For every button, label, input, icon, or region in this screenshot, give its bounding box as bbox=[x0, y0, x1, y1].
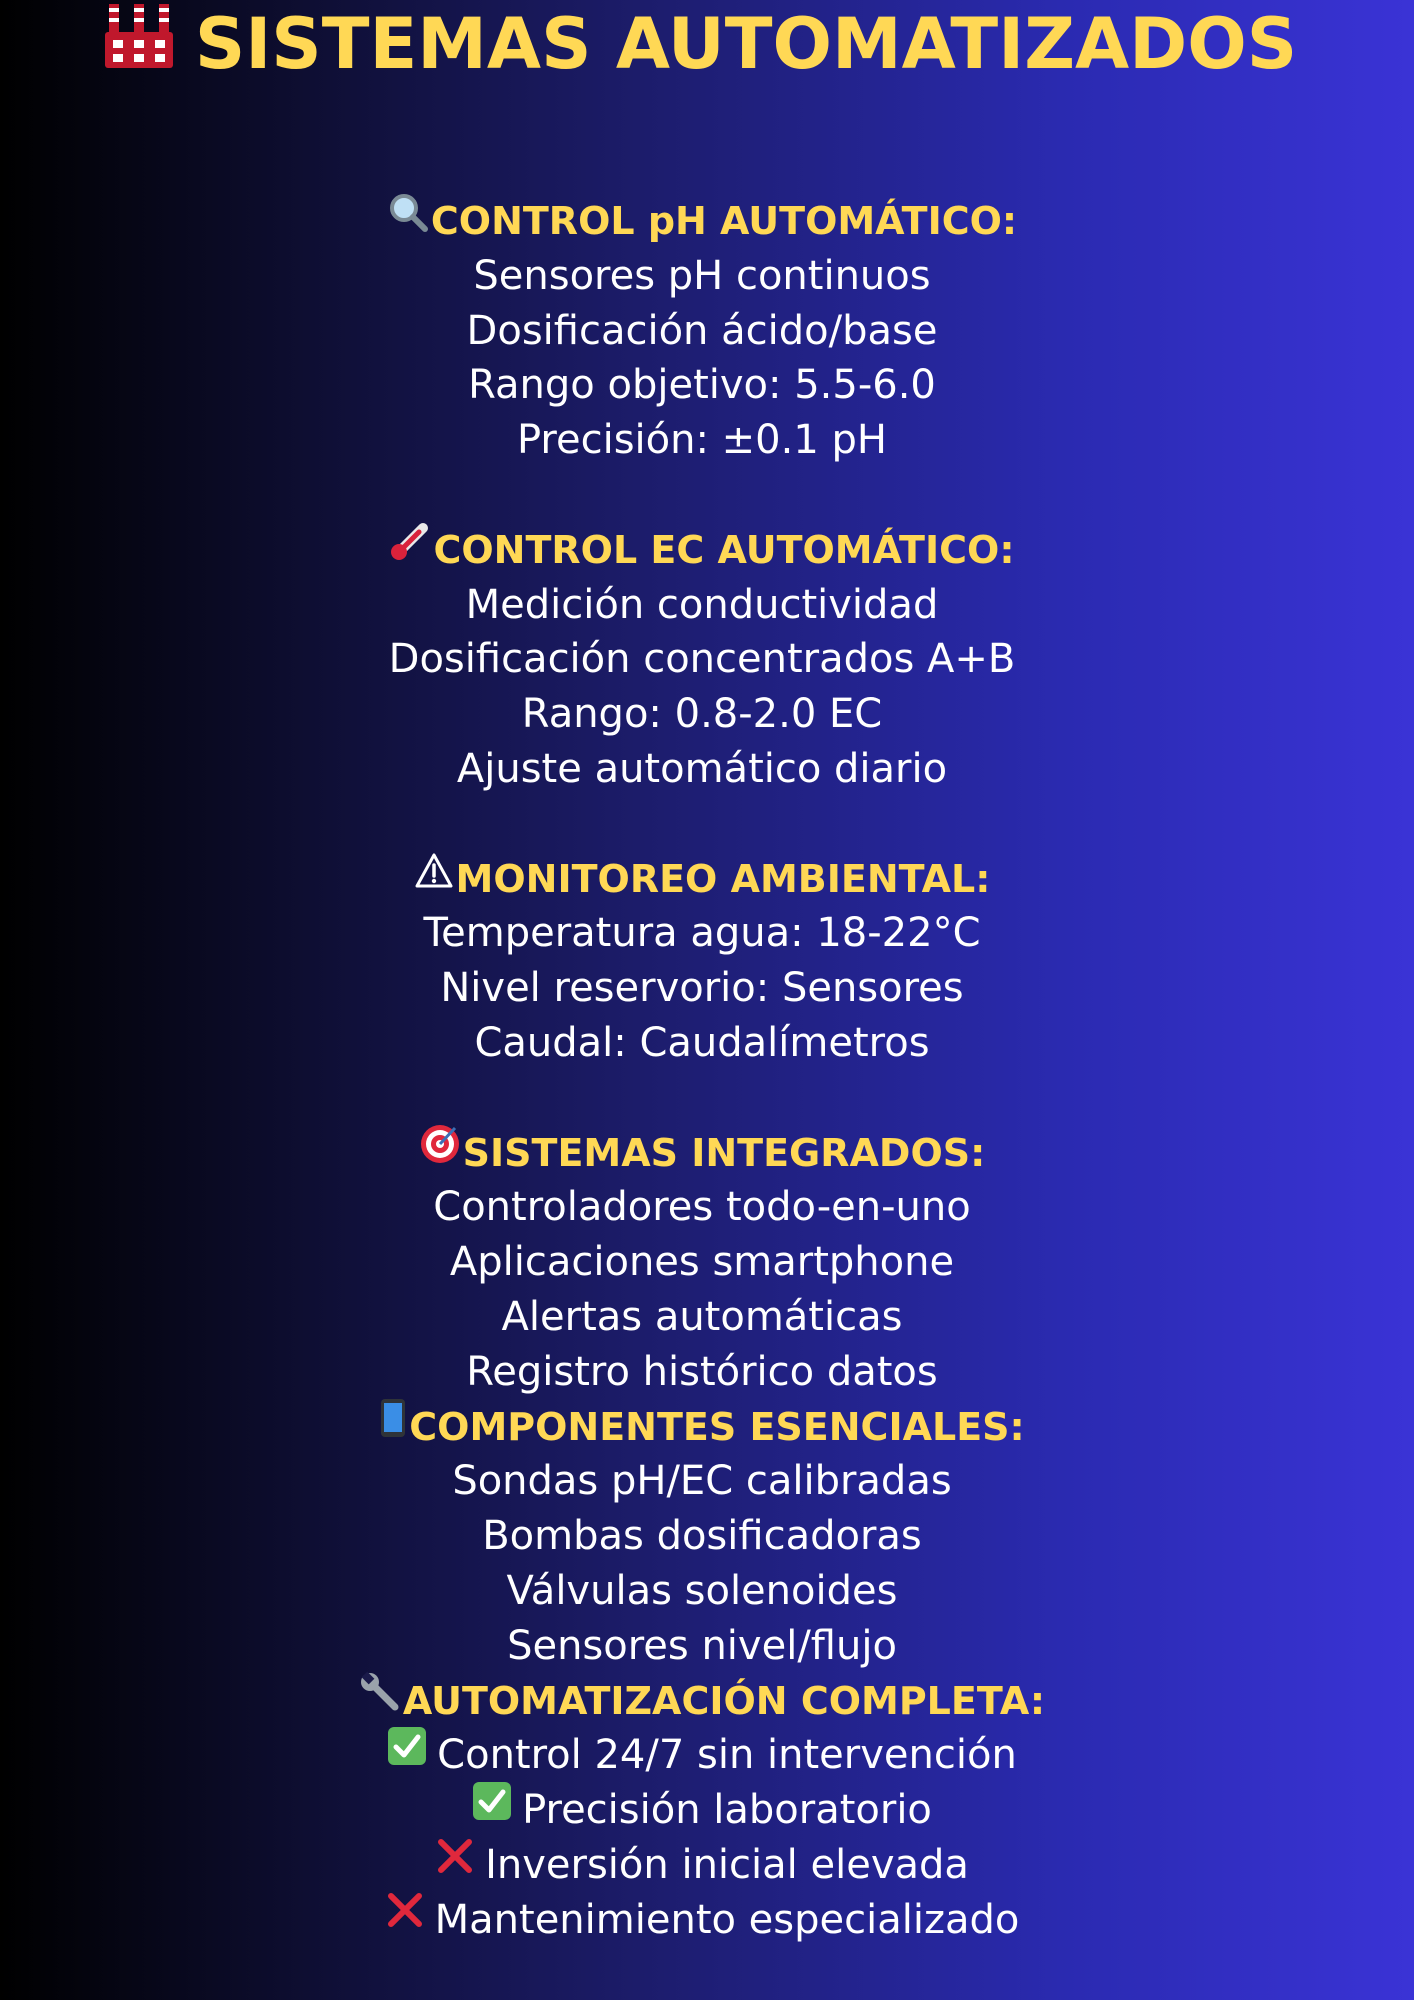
list-item: Aplicaciones smartphone bbox=[449, 1239, 955, 1286]
list-item: Sondas pH/EC calibradas bbox=[452, 1458, 952, 1505]
section-heading-text: MONITOREO AMBIENTAL: bbox=[455, 856, 991, 901]
section-heading-text: AUTOMATIZACIÓN COMPLETA: bbox=[402, 1678, 1046, 1723]
thermometer-icon bbox=[389, 520, 431, 577]
section-heading bbox=[0, 1400, 1404, 1455]
check-icon bbox=[472, 1781, 512, 1836]
magnifier-icon bbox=[387, 191, 429, 248]
cross-icon bbox=[435, 1836, 475, 1891]
target-icon bbox=[419, 1123, 461, 1180]
list-item: Nivel reservorio: Sensores bbox=[440, 965, 964, 1012]
list-item: Dosificación concentrados A+B bbox=[388, 636, 1016, 683]
list-item: Precisión: ±0.1 pH bbox=[517, 417, 887, 464]
warning-icon bbox=[414, 850, 454, 905]
list-item: Alertas automáticas bbox=[501, 1293, 903, 1340]
list-item-text: Control 24/7 sin intervención bbox=[437, 1732, 1017, 1779]
section-spacer bbox=[0, 1071, 1404, 1126]
list-item-text: Precisión laboratorio bbox=[522, 1787, 932, 1834]
list-item-text: Inversión inicial elevada bbox=[485, 1841, 969, 1888]
list-item: Rango: 0.8-2.0 EC bbox=[521, 691, 883, 738]
section-heading bbox=[0, 852, 1404, 907]
check-icon bbox=[387, 1726, 427, 1781]
page-title bbox=[0, 2, 1400, 94]
list-item: Válvulas solenoides bbox=[506, 1567, 898, 1614]
wrench-icon bbox=[359, 1671, 401, 1728]
section-heading bbox=[0, 194, 1404, 249]
list-item: Registro histórico datos bbox=[466, 1348, 938, 1395]
section-spacer bbox=[0, 468, 1404, 523]
list-item: Dosificación ácido/base bbox=[466, 307, 938, 354]
section-spacer bbox=[0, 797, 1404, 852]
section-heading-text: CONTROL pH AUTOMÁTICO: bbox=[430, 199, 1018, 243]
factory-icon bbox=[103, 0, 175, 88]
smartphone-icon bbox=[379, 1397, 407, 1454]
section-heading bbox=[0, 523, 1404, 578]
list-item bbox=[0, 1838, 1404, 1893]
section-heading-text: SISTEMAS INTEGRADOS: bbox=[462, 1130, 986, 1175]
list-item: Rango objetivo: 5.5-6.0 bbox=[468, 362, 936, 409]
section-heading-text: CONTROL EC AUTOMÁTICO: bbox=[433, 527, 1015, 572]
list-item: Sensores pH continuos bbox=[473, 252, 931, 299]
list-item: Ajuste automático diario bbox=[456, 745, 948, 792]
list-item bbox=[0, 1728, 1404, 1783]
section-heading bbox=[0, 1674, 1404, 1729]
section-heading-text: COMPONENTES ESENCIALES: bbox=[409, 1404, 1025, 1449]
list-item: Sensores nivel/flujo bbox=[507, 1622, 897, 1669]
list-item: Temperatura agua: 18-22°C bbox=[423, 910, 981, 957]
list-item-text: Mantenimiento especializado bbox=[434, 1896, 1020, 1943]
page-title-text: SISTEMAS AUTOMATIZADOS bbox=[194, 3, 1298, 85]
cross-icon bbox=[385, 1890, 425, 1945]
section-heading bbox=[0, 1126, 1404, 1181]
list-item: Caudal: Caudalímetros bbox=[474, 1019, 930, 1066]
list-item: Controladores todo-en-uno bbox=[433, 1184, 971, 1231]
list-item bbox=[0, 1783, 1404, 1838]
list-item bbox=[0, 1893, 1404, 1948]
list-item: Bombas dosificadoras bbox=[482, 1513, 922, 1560]
list-item: Medición conductividad bbox=[465, 581, 939, 628]
main-content bbox=[0, 194, 1404, 1948]
